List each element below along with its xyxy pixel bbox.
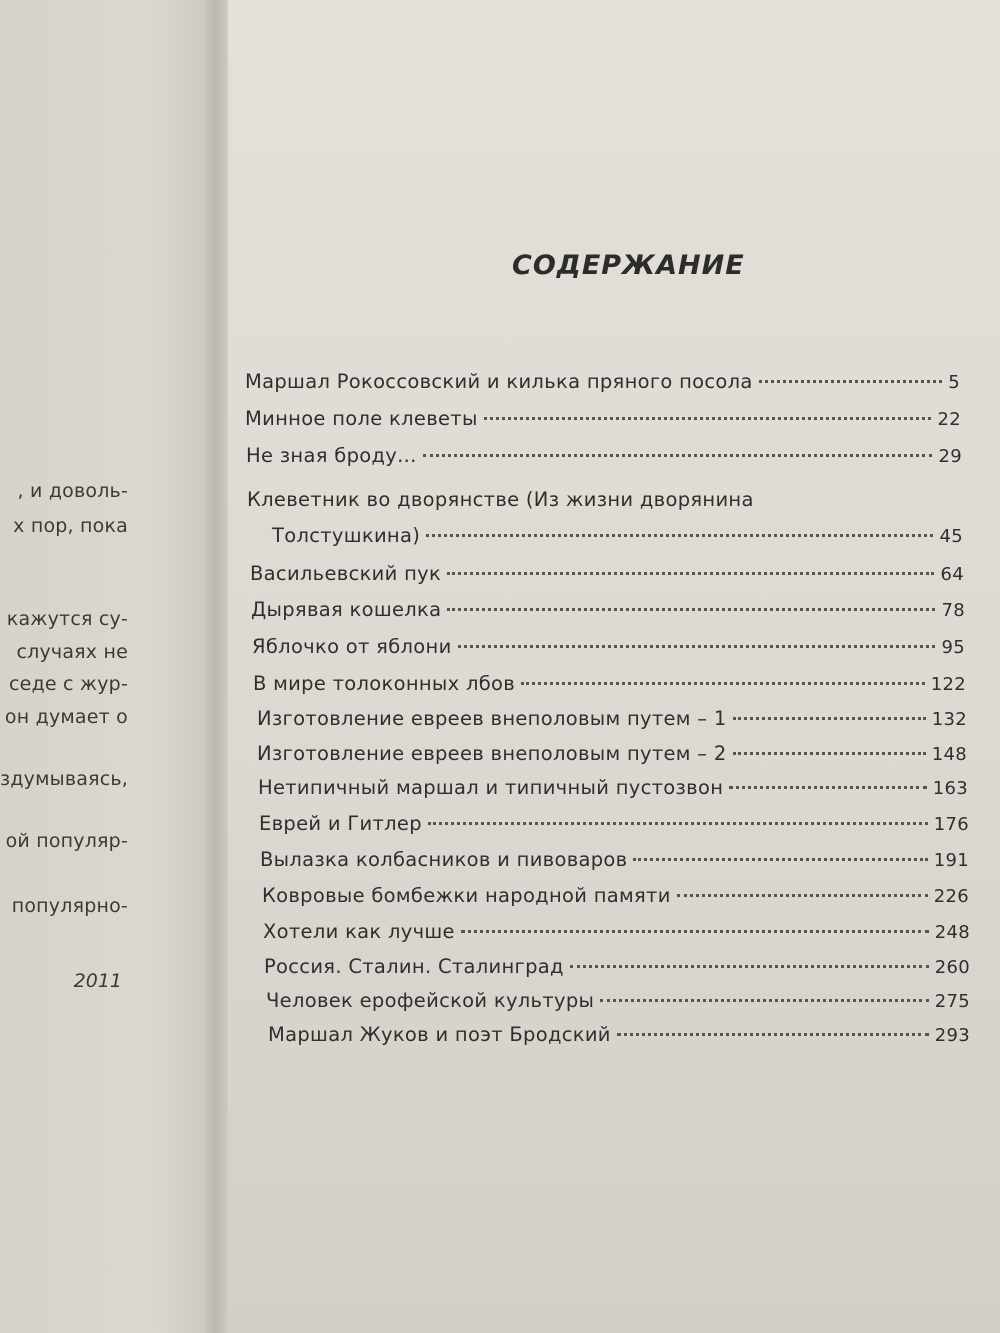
- toc-leader-dots: [633, 858, 927, 861]
- toc-entry-title-continuation: Толстушкина): [272, 524, 421, 547]
- toc-leader-dots: [461, 930, 929, 933]
- toc-entry-page: 132: [931, 709, 967, 730]
- toc-entry-first-line: [247, 488, 847, 516]
- toc-entry: [245, 407, 961, 435]
- toc-leader-dots: [484, 417, 932, 420]
- toc-leader-dots: [759, 380, 943, 383]
- toc-entry: [245, 370, 960, 398]
- toc-leader-dots: [617, 1033, 929, 1036]
- toc-entry: [259, 812, 969, 840]
- toc-leader-dots: [428, 822, 928, 825]
- toc-entry-page: 78: [941, 600, 965, 621]
- toc-entry: [263, 920, 970, 948]
- toc-leader-dots: [521, 682, 925, 685]
- toc-entry-title: Ковровые бомбежки народной памяти: [262, 884, 671, 907]
- toc-entry-page: 176: [933, 814, 969, 835]
- toc-entry-title: Маршал Рокоссовский и килька пряного посола: [245, 370, 753, 393]
- toc-leader-dots: [458, 645, 936, 648]
- toc-leader-dots: [729, 786, 926, 789]
- toc-entry-page: 248: [934, 922, 970, 943]
- toc-entry-title: Изготовление евреев внеполовым путем – 1: [257, 707, 727, 730]
- toc-entry-page: 293: [934, 1025, 970, 1046]
- left-page-line: популярно-: [11, 895, 128, 917]
- left-page-line: здумываясь,: [0, 768, 128, 790]
- toc-entry: [268, 1023, 970, 1051]
- toc-entry: [257, 742, 967, 770]
- toc-leader-dots: [447, 572, 934, 575]
- toc-leader-dots: [570, 965, 929, 968]
- toc-entry: [272, 524, 963, 552]
- toc-entry: [246, 444, 962, 472]
- left-page-year: 2011: [73, 970, 122, 992]
- toc-leader-dots: [677, 894, 928, 897]
- toc-entry-title: В мире толоконных лбов: [253, 672, 516, 695]
- left-page-line: случаях не: [16, 641, 128, 663]
- toc-entry: [257, 707, 967, 735]
- toc-entry-page: 95: [941, 637, 965, 658]
- toc-entry-title: Яблочко от яблони: [252, 635, 452, 658]
- left-page-line: , и доволь-: [17, 480, 128, 502]
- toc-entry-title: Нетипичный маршал и типичный пустозвон: [258, 776, 724, 799]
- toc-entry-page: 22: [937, 409, 961, 430]
- toc-entry-page: 45: [939, 526, 963, 547]
- toc-entry: [264, 955, 970, 983]
- toc-entry-page: 148: [931, 744, 967, 765]
- toc-entry: [258, 776, 968, 804]
- toc-entry-page: 275: [934, 991, 970, 1012]
- toc-leader-dots: [733, 717, 926, 720]
- toc-entry-title: Не зная броду...: [246, 444, 417, 467]
- toc-entry: [262, 884, 969, 912]
- toc-entry-page: 226: [933, 886, 969, 907]
- toc-entry-title: Дырявая кошелка: [251, 598, 442, 621]
- toc-entry-title: Хотели как лучше: [263, 920, 455, 943]
- left-page-line: х пор, пока: [13, 515, 128, 537]
- toc-entry-title: Маршал Жуков и поэт Бродский: [268, 1023, 611, 1046]
- left-page-line: седе с жур-: [9, 673, 128, 695]
- toc-entry-title: Клеветник во дворянстве (Из жизни дворянина: [247, 488, 754, 511]
- toc-entry-page: 64: [940, 564, 964, 585]
- toc-entry-title: Вылазка колбасников и пивоваров: [260, 848, 628, 871]
- toc-leader-dots: [447, 608, 935, 611]
- toc-leader-dots: [733, 752, 926, 755]
- toc-title: СОДЕРЖАНИЕ: [512, 250, 745, 281]
- left-page-line: он думает о: [4, 706, 128, 728]
- left-page-line: ой популяр-: [5, 830, 128, 852]
- toc-entry: [266, 989, 970, 1017]
- toc-entry-page: 163: [932, 778, 968, 799]
- toc-entry: [250, 562, 964, 590]
- toc-leader-dots: [423, 454, 933, 457]
- toc-entry-page: 29: [938, 446, 962, 467]
- toc-entry-title: Минное поле клеветы: [245, 407, 478, 430]
- toc-entry-title: Васильевский пук: [250, 562, 442, 585]
- toc-entry-page: 5: [948, 372, 960, 393]
- toc-entry-title: Изготовление евреев внеполовым путем – 2: [257, 742, 727, 765]
- toc-entry: [252, 635, 965, 663]
- toc-entry-page: 191: [933, 850, 969, 871]
- toc-entry-title: Еврей и Гитлер: [259, 812, 422, 835]
- toc-leader-dots: [600, 999, 929, 1002]
- toc-entry: [253, 672, 966, 700]
- toc-entry-title: Человек ерофейской культуры: [266, 989, 595, 1012]
- toc-entry-title: Россия. Сталин. Сталинград: [264, 955, 564, 978]
- toc-entry: [251, 598, 965, 626]
- left-page-line: кажутся су-: [6, 608, 128, 630]
- toc-entry-page: 122: [930, 674, 966, 695]
- toc-entry-page: 260: [934, 957, 970, 978]
- toc-leader-dots: [426, 534, 933, 537]
- toc-entry: [260, 848, 969, 876]
